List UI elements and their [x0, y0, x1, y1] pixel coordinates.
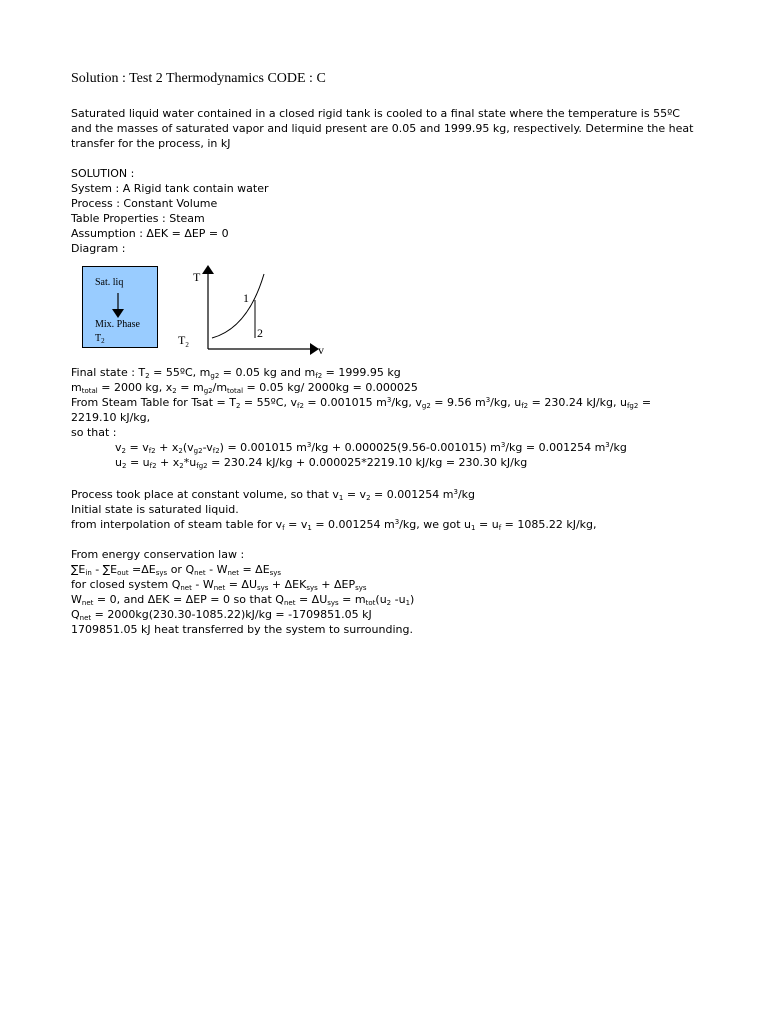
process-line: Process : Constant Volume	[71, 197, 218, 210]
point-1-label: 1	[243, 291, 249, 305]
diagram-label: Diagram :	[71, 242, 126, 255]
energy-balance-line: $\sum E_{in} - \sum E_{out} =\Delta E_{sys}$ or $Q_{net} - W_{net} = \Delta E_{sys}$	[71, 563, 282, 577]
conclusion-line: 1709851.05 kJ heat transferred by the system to surrounding.	[71, 623, 413, 636]
tank-label-mix-phase: Mix. Phase	[95, 319, 140, 330]
energy-heading: From energy conservation law :	[71, 548, 245, 561]
wnet-line: $W_{net} = 0$, and ΔEK = ΔEP = 0 so that $Q_{net} = \Delta U_{sys} = m_{tot}(u_2$ $-u_1$)	[71, 593, 415, 607]
closed-system-line: for closed system $Q_{net} - W_{net} = \Delta U_{sys} + \Delta EK_{sys} + \Delta EP_{sys}$	[71, 578, 367, 592]
mtotal-line: $m_{total} = 2000$ kg, $x_2 = m_{g2}/m_{total} = 0.05$ kg/ 2000kg = 0.000025	[71, 381, 418, 395]
qnet-line: $Q_{net} = 2000kg(230.30-1085.22)kJ/kg = -1709851.05$ kJ	[71, 608, 372, 622]
solution-header	[71, 166, 269, 256]
constant-volume-block	[71, 487, 597, 532]
problem-line: transfer for the process, in kJ	[71, 137, 231, 150]
steam-table-line-2: 2219.10 kJ/kg,	[71, 411, 151, 424]
assumption-line: Assumption : ΔEK = ΔEP = 0	[71, 227, 229, 240]
table-line: Table Properties : Steam	[71, 212, 205, 225]
u2-equation: $u_2 = u_{f2} + x_2*u_{fg2} = 230.24$ kJ/kg + 0.000025*2219.10 kJ/kg = 230.30 kJ/kg	[115, 456, 528, 470]
tank-diagram	[82, 266, 158, 348]
energy-block	[71, 547, 414, 637]
so-that-line: so that :	[71, 426, 117, 439]
tank-label-sat-liq: Sat. liq	[95, 277, 124, 288]
tank-label-t2: $T_2$	[95, 333, 105, 345]
final-state-line: Final state : $T_2$ = 55ºC, $m_{g2} = 0.05$ kg and $m_{f2} = 1999.95$ kg	[71, 366, 401, 380]
problem-line: Saturated liquid water contained in a closed rigid tank is cooled to a final state where the temperature is 55ºC	[71, 107, 680, 120]
problem-line: and the masses of saturated vapor and liquid present are 0.05 and 1999.95 kg, respectively. Determine the heat	[71, 122, 694, 135]
constant-volume-line: Process took place at constant volume, so that $v_1 = v_2 = 0.001254$ $m^3/kg$	[71, 488, 475, 502]
initial-state-line: Initial state is saturated liquid.	[71, 503, 239, 516]
steam-table-line: From Steam Table for Tsat = $T_2$ = 55ºC, $v_{f2} = 0.001015$ $m^3/kg$, $v_{g2} = 9.56$ $m^3/kg$, $u_{f2} = 230.24$ kJ/kg, $u_{fg2}$ =	[71, 396, 652, 410]
tv-diagram	[160, 262, 335, 360]
t2-label: $T_2$	[178, 333, 189, 349]
document-title: Solution : Test 2 Thermodynamics CODE : C	[71, 71, 326, 86]
down-arrow-icon	[110, 293, 126, 319]
problem-statement	[71, 106, 693, 151]
final-state-block	[71, 365, 651, 470]
v-axis-label: v	[318, 343, 324, 357]
v2-equation: $v_2 = v_{f2} + x_2(v_{g2}-v_{f2}) = 0.001015$ $m^3/kg + 0.000025(9.56-0.001015) m^3/kg = 0.001254$ $m^3/kg$	[115, 441, 627, 455]
solution-heading: SOLUTION :	[71, 167, 135, 180]
t-axis-label: T	[193, 270, 201, 284]
point-2-label: 2	[257, 326, 263, 340]
system-line: System : A Rigid tank contain water	[71, 182, 269, 195]
t-axis-arrow-icon	[202, 265, 214, 274]
interpolation-line: from interpolation of steam table for $v_f = v_1 = 0.001254$ $m^3/kg$, we got $u_1 = u_f = 1085.22$ kJ/kg,	[71, 518, 597, 532]
